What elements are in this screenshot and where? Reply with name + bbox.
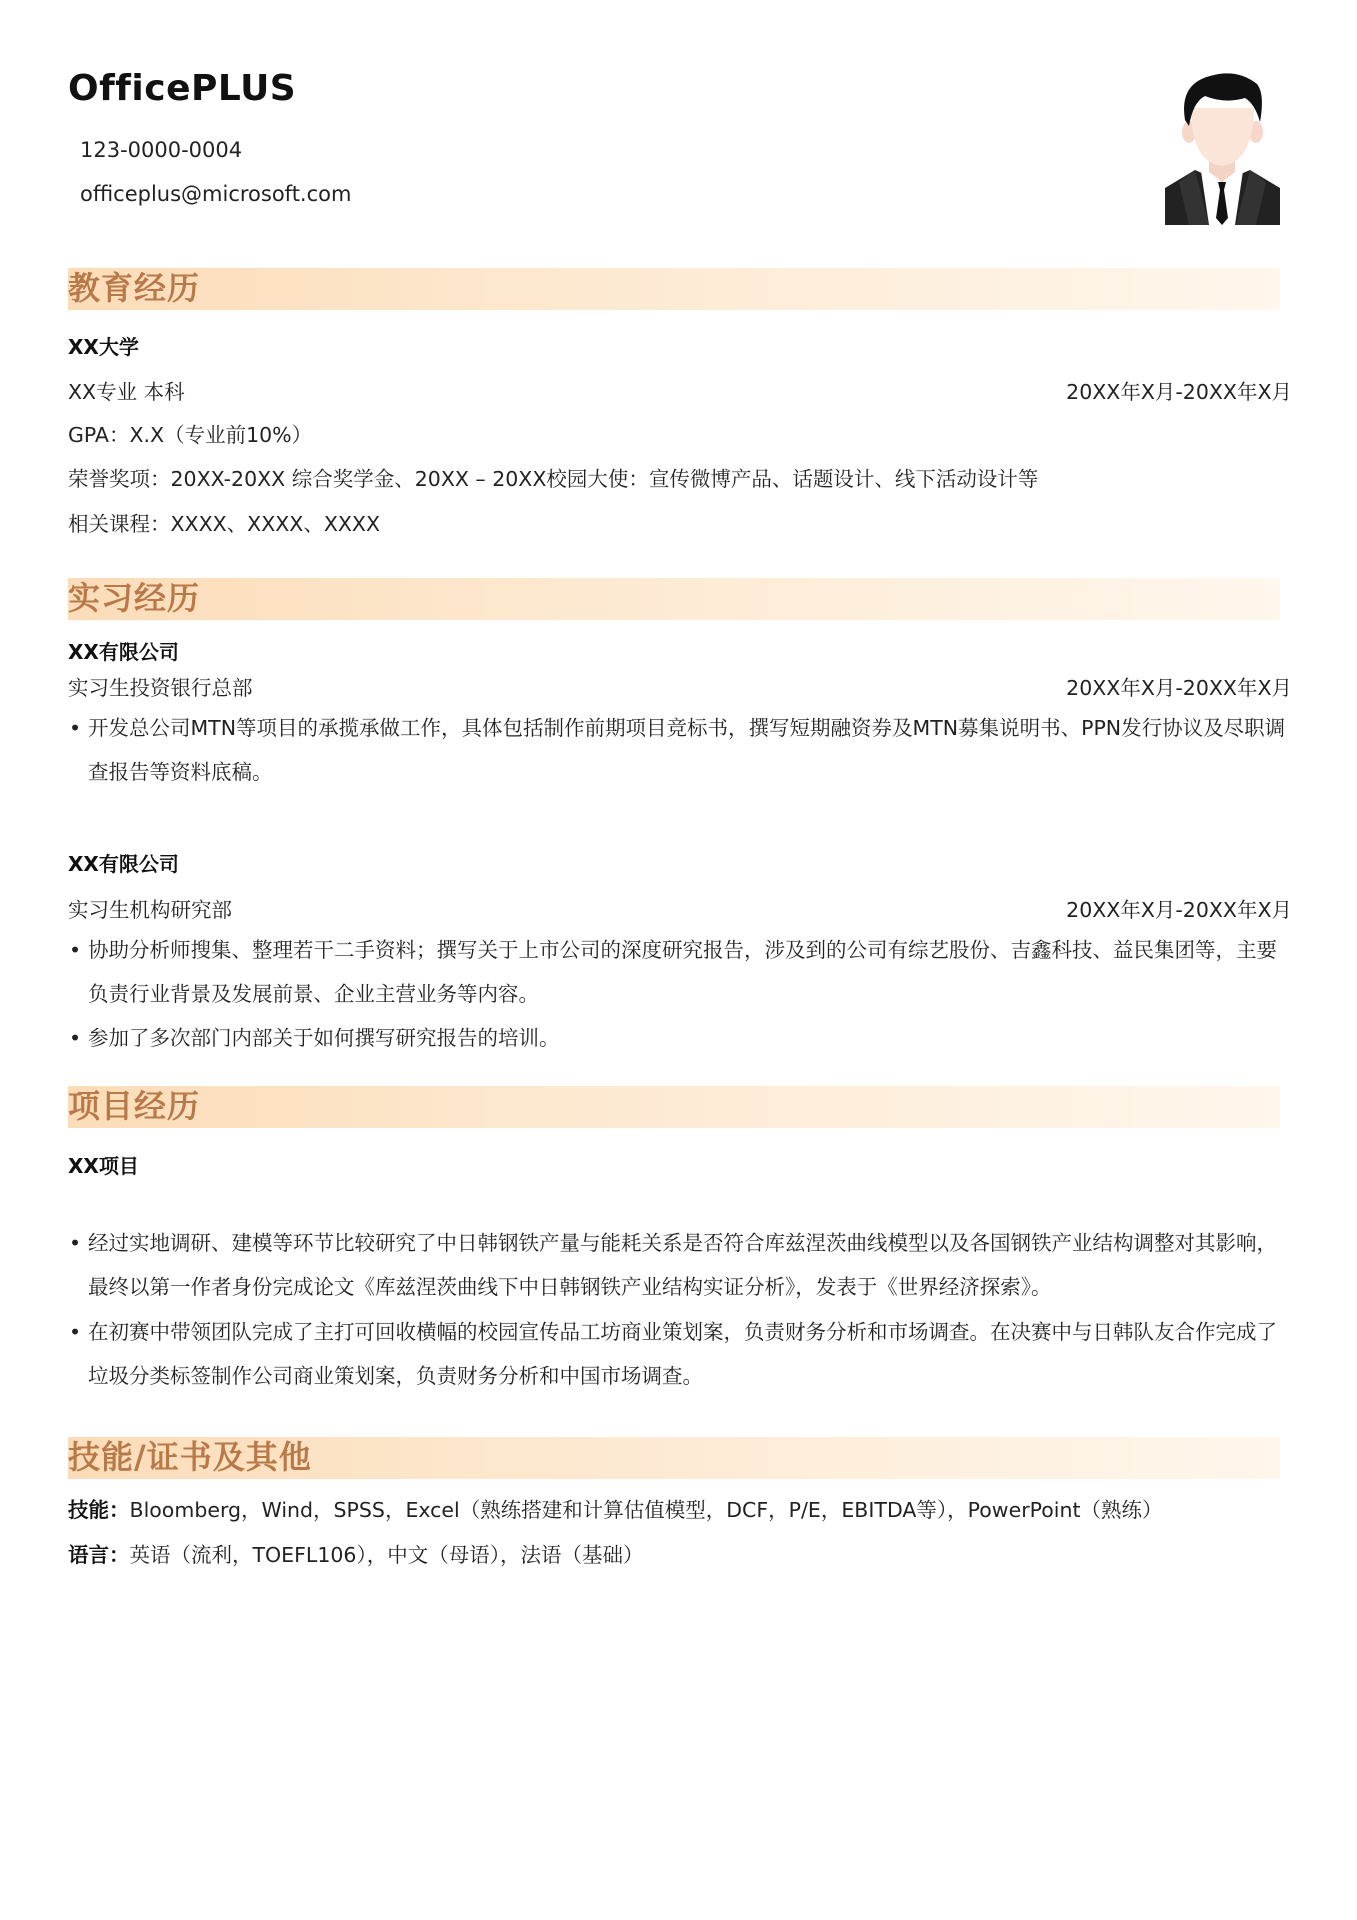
person-avatar-icon <box>1165 70 1280 225</box>
section-title: 教育经历 <box>68 269 201 307</box>
school-name: XX大学 <box>68 335 139 359</box>
email-address: officeplus@microsoft.com <box>80 182 352 206</box>
language-value: 英语（流利，TOEFL106），中文（母语），法语（基础） <box>129 1543 644 1567</box>
phone-number: 123-0000-0004 <box>80 138 243 162</box>
internship-role: 实习生机构研究部 <box>68 898 232 922</box>
section-header-skills <box>68 1437 1280 1479</box>
bullet-text: 协助分析师搜集、整理若干二手资料；撰写关于上市公司的深度研究报告，涉及到的公司有综艺股份、吉鑫科技、益民集团等，主要负责行业背景及发展前景、企业主营业务等内容。 <box>88 938 1277 1006</box>
project-bullet <box>68 1221 1286 1309</box>
section-title: 实习经历 <box>68 579 201 617</box>
bullet-text: 在初赛中带领团队完成了主打可回收横幅的校园宣传品工坊商业策划案，负责财务分析和市场调查。在决赛中与日韩队友合作完成了垃圾分类标签制作公司商业策划案，负责财务分析和中国市场调查。 <box>88 1320 1277 1388</box>
bullet-dot: • <box>69 716 82 740</box>
bullet-text: 开发总公司MTN等项目的承揽承做工作，具体包括制作前期项目竞标书，撰写短期融资券及MTN募集说明书、PPN发行协议及尽职调查报告等资料底稿。 <box>88 716 1286 784</box>
education-honors: 荣誉奖项：20XX-20XX 综合奖学金、20XX – 20XX校园大使：宣传微博产品、话题设计、线下活动设计等 <box>68 467 1039 491</box>
skills-value: Bloomberg，Wind，SPSS，Excel（熟练搭建和计算估值模型，DCF，P/E，EBITDA等），PowerPoint（熟练） <box>129 1498 1163 1522</box>
internship-company: XX有限公司 <box>68 852 179 876</box>
education-date: 20XX年X月-20XX年X月 <box>1066 380 1292 404</box>
section-header-internship <box>68 578 1280 620</box>
education-major: XX专业 本科 <box>68 380 185 404</box>
internship-date: 20XX年X月-20XX年X月 <box>1066 676 1292 700</box>
internship-role: 实习生投资银行总部 <box>68 676 253 700</box>
internship-company: XX有限公司 <box>68 640 179 664</box>
language-line <box>68 1538 643 1568</box>
education-courses: 相关课程：XXXX、XXXX、XXXX <box>68 512 381 536</box>
internship-date: 20XX年X月-20XX年X月 <box>1066 898 1292 922</box>
bullet-dot: • <box>69 938 82 962</box>
internship-bullet <box>68 1016 1286 1060</box>
section-title: 项目经历 <box>68 1087 201 1125</box>
bullet-dot: • <box>69 1320 82 1344</box>
bullet-dot: • <box>69 1026 82 1050</box>
education-gpa: GPA：X.X（专业前10%） <box>68 423 313 447</box>
internship-bullet <box>68 928 1286 1016</box>
bullet-text: 参加了多次部门内部关于如何撰写研究报告的培训。 <box>88 1026 560 1050</box>
section-header-project <box>68 1086 1280 1128</box>
skills-line <box>68 1493 1163 1523</box>
project-name: XX项目 <box>68 1154 139 1178</box>
section-title: 技能/证书及其他 <box>68 1438 312 1476</box>
bullet-dot: • <box>69 1231 82 1255</box>
project-bullet <box>68 1310 1286 1398</box>
bullet-text: 经过实地调研、建模等环节比较研究了中日韩钢铁产量与能耗关系是否符合库兹涅茨曲线模型以及各国钢铁产业结构调整对其影响，最终以第一作者身份完成论文《库兹涅茨曲线下中日韩钢铁产业结构实证分析》，发表于《世界经济探索》。 <box>88 1231 1277 1299</box>
internship-bullet <box>68 706 1286 794</box>
section-header-education <box>68 268 1280 310</box>
candidate-name: OfficePLUS <box>68 68 297 109</box>
skills-label: 技能： <box>68 1498 130 1522</box>
language-label: 语言： <box>68 1543 130 1567</box>
